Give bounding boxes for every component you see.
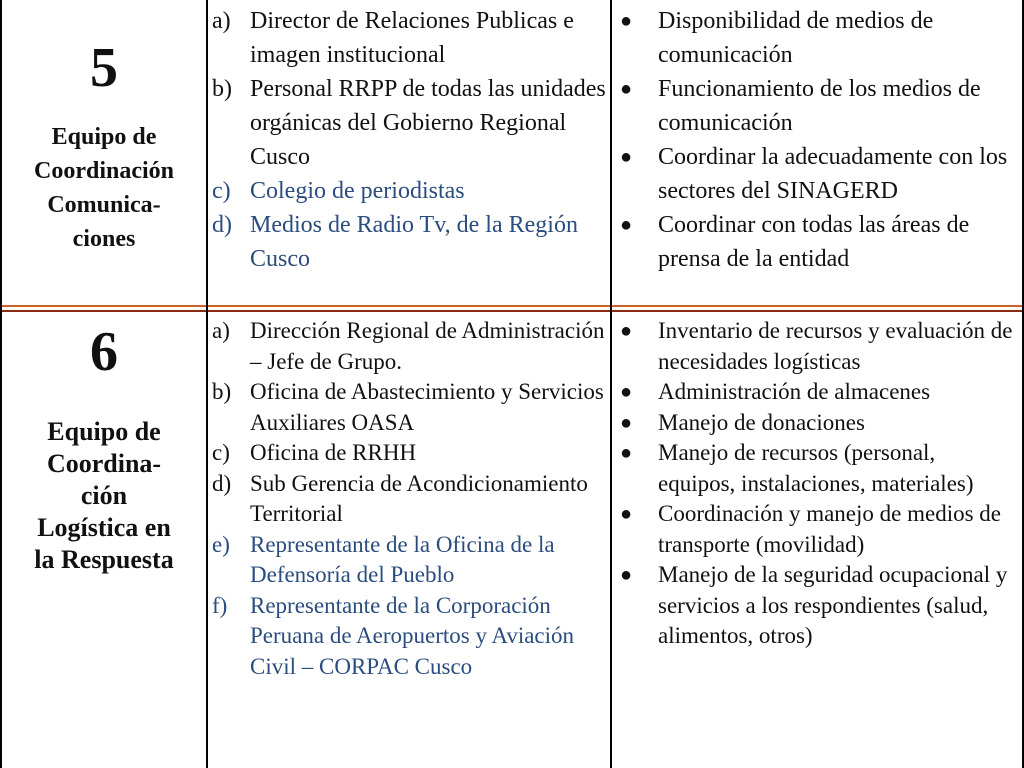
member-text: Oficina de Abastecimiento y Servicios Auxiliares OASA <box>250 379 604 435</box>
member-text: Dirección Regional de Administración – Jefe de Grupo. <box>250 318 605 374</box>
task-item <box>612 408 1022 439</box>
members-cell <box>208 0 610 305</box>
column-border <box>610 0 612 768</box>
member-item <box>208 208 610 276</box>
team-name-line: ción <box>80 481 128 510</box>
list-marker: e) <box>212 531 230 557</box>
task-text: Manejo de recursos (personal, equipos, instalaciones, materiales) <box>658 440 974 496</box>
team-name-line: Coordinación <box>33 158 174 184</box>
list-marker: d) <box>212 212 232 238</box>
member-text: Oficina de RRHH <box>250 440 417 465</box>
member-text: Representante de la Oficina de la Defensoría del Pueblo <box>250 531 555 587</box>
task-item <box>612 560 1022 652</box>
task-text: Inventario de recursos y evaluación de necesidades logísticas <box>658 318 1013 374</box>
bullet-icon: ● <box>620 503 633 525</box>
list-marker: c) <box>212 440 230 465</box>
task-text: Coordinación y manejo de medios de transporte (movilidad) <box>658 501 1002 557</box>
member-item <box>208 316 610 377</box>
task-item <box>612 316 1022 377</box>
team-name-line: Comunica- <box>47 192 161 218</box>
members-cell <box>208 312 610 768</box>
task-item <box>612 438 1022 499</box>
team-number: 6 <box>90 321 118 383</box>
member-text: Representante de la Corporación Peruana de Aeropuertos y Aviación Civil – CORPAC Cusco <box>250 592 575 679</box>
task-text: Coordinar la adecuadamente con los sectores del SINAGERD <box>658 144 1008 204</box>
list-marker: b) <box>212 379 232 404</box>
member-item <box>208 591 610 683</box>
task-text: Coordinar con todas las áreas de prensa de la entidad <box>658 212 970 272</box>
table-row-team-5 <box>0 0 1024 305</box>
team-name-line: Equipo de <box>51 124 157 150</box>
task-item <box>612 377 1022 408</box>
list-marker: f) <box>212 592 228 618</box>
team-name <box>4 416 204 576</box>
member-item <box>208 72 610 174</box>
task-item <box>612 4 1022 72</box>
team-name <box>9 120 199 256</box>
tasks-cell <box>612 0 1022 305</box>
list-marker: c) <box>212 178 231 204</box>
task-item <box>612 499 1022 560</box>
task-text: Funcionamiento de los medios de comunicación <box>658 76 981 136</box>
column-border <box>206 0 208 768</box>
list-marker: a) <box>212 318 230 343</box>
task-item <box>612 208 1022 276</box>
task-text: Manejo de donaciones <box>658 409 865 435</box>
list-marker: a) <box>212 8 231 34</box>
member-text: Medios de Radio Tv, de la Región Cusco <box>250 212 578 272</box>
team-name-line: Coordina- <box>46 449 162 478</box>
table-row-team-6 <box>0 312 1024 768</box>
task-item <box>612 72 1022 140</box>
list-marker: d) <box>212 470 232 496</box>
bullet-icon: ● <box>620 411 633 434</box>
team-name-line: ciones <box>72 226 136 252</box>
row-separator <box>0 305 1024 312</box>
team-cell <box>2 0 206 305</box>
bullet-icon: ● <box>620 442 633 464</box>
tasks-cell <box>612 312 1022 768</box>
bullet-icon: ● <box>620 381 633 403</box>
list-marker: b) <box>212 76 232 102</box>
member-item <box>208 377 610 438</box>
team-name-line: Equipo de <box>47 417 161 446</box>
member-text: Personal RRPP de todas las unidades orgánicas del Gobierno Regional Cusco <box>250 76 606 170</box>
team-name-line: Logística en <box>37 513 171 542</box>
task-item <box>612 140 1022 208</box>
member-text: Director de Relaciones Publicas e imagen institucional <box>250 8 574 68</box>
member-item <box>208 4 610 72</box>
bullet-icon: ● <box>620 78 633 100</box>
member-text: Colegio de periodistas <box>250 178 465 204</box>
member-item <box>208 530 610 591</box>
column-border <box>0 0 2 768</box>
bullet-icon: ● <box>620 214 633 236</box>
team-number: 5 <box>90 37 118 99</box>
member-item <box>208 469 610 530</box>
task-text: Disponibilidad de medios de comunicación <box>658 8 934 68</box>
member-item <box>208 438 610 469</box>
member-item <box>208 174 610 208</box>
bullet-icon: ● <box>620 320 633 342</box>
team-cell <box>2 312 206 768</box>
bullet-icon: ● <box>620 564 633 586</box>
bullet-icon: ● <box>620 10 633 32</box>
team-name-line: la Respuesta <box>34 545 174 574</box>
member-text: Sub Gerencia de Acondicionamiento Territorial <box>250 470 588 526</box>
bullet-icon: ● <box>620 146 633 168</box>
task-text: Administración de almacenes <box>658 379 931 404</box>
task-text: Manejo de la seguridad ocupacional y servicios a los respondientes (salud, alimentos, otros) <box>658 562 1008 648</box>
